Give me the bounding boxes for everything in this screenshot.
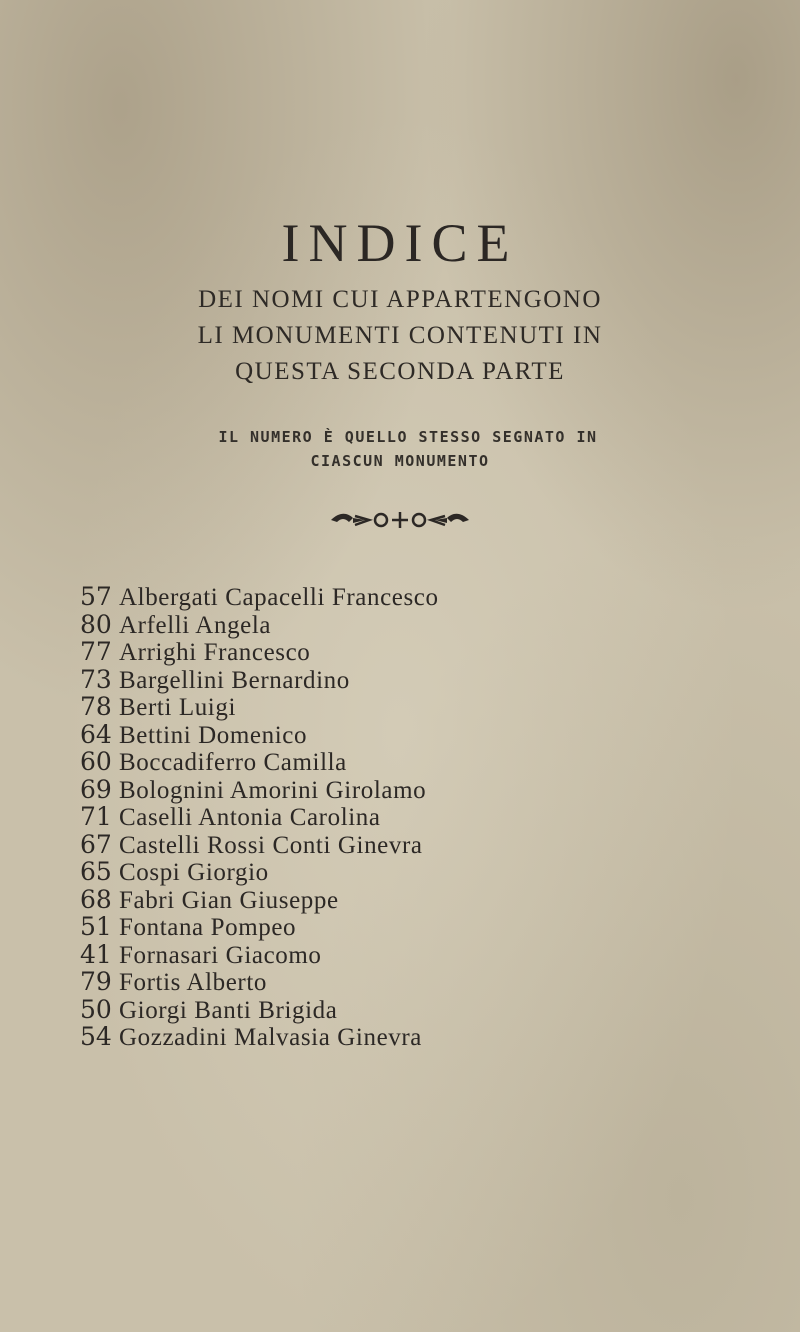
entry-number: 77 bbox=[80, 637, 112, 666]
entry-number: 41 bbox=[80, 939, 112, 969]
entry-number: 54 bbox=[80, 1022, 112, 1051]
entry-name: Berti Luigi bbox=[119, 694, 237, 721]
list-item bbox=[80, 913, 720, 941]
entry-name: Cospi Giorgio bbox=[119, 859, 269, 886]
list-item bbox=[80, 611, 720, 639]
entry-number: 57 bbox=[80, 582, 112, 611]
entry-name: Arrighi Francesco bbox=[119, 639, 311, 666]
list-item bbox=[80, 968, 720, 996]
list-item bbox=[80, 803, 720, 831]
entry-number: 68 bbox=[80, 884, 112, 914]
entry-number: 71 bbox=[80, 802, 112, 831]
decorative-ornament-icon bbox=[0, 508, 800, 536]
entry-number: 79 bbox=[80, 967, 112, 996]
entry-name: Arfelli Angela bbox=[119, 611, 272, 639]
entry-name: Bolognini Amorini Girolamo bbox=[119, 776, 427, 804]
list-item bbox=[80, 831, 720, 859]
list-item bbox=[80, 721, 720, 749]
page-title: INDICE bbox=[281, 213, 519, 273]
note-line-2: CIASCUN MONUMENTO bbox=[310, 452, 490, 470]
entry-name: Caselli Antonia Carolina bbox=[119, 804, 381, 831]
entry-number: 78 bbox=[80, 692, 112, 721]
entry-name: Bettini Domenico bbox=[119, 721, 308, 749]
entry-name: Gozzadini Malvasia Ginevra bbox=[119, 1024, 422, 1051]
list-item bbox=[80, 858, 720, 886]
entry-number: 50 bbox=[80, 994, 112, 1024]
entry-name: Bargellini Bernardino bbox=[119, 666, 350, 694]
entry-name: Fortis Alberto bbox=[119, 969, 267, 996]
entry-name: Boccadiferro Camilla bbox=[119, 749, 347, 776]
entry-number: 73 bbox=[80, 664, 112, 694]
entry-name: Giorgi Banti Brigida bbox=[119, 996, 338, 1024]
entry-name: Fontana Pompeo bbox=[119, 914, 297, 941]
entry-number: 51 bbox=[80, 912, 112, 941]
entry-name: Fabri Gian Giuseppe bbox=[119, 886, 339, 914]
entry-number: 67 bbox=[80, 829, 112, 859]
entry-name: Castelli Rossi Conti Ginevra bbox=[119, 831, 423, 859]
subtitle-line-1: DEI NOMI CUI APPARTENGONO bbox=[198, 286, 602, 313]
list-item bbox=[80, 886, 720, 914]
list-item bbox=[80, 638, 720, 666]
list-item bbox=[80, 1023, 720, 1051]
entry-number: 60 bbox=[80, 747, 112, 776]
list-item bbox=[80, 693, 720, 721]
index-list bbox=[80, 583, 720, 1051]
entry-number: 80 bbox=[80, 609, 112, 639]
list-item bbox=[80, 941, 720, 969]
list-item bbox=[80, 748, 720, 776]
note-line-1: IL NUMERO È QUELLO STESSO SEGNATO IN bbox=[218, 428, 598, 446]
list-item bbox=[80, 666, 720, 694]
list-item bbox=[80, 996, 720, 1024]
entry-name: Fornasari Giacomo bbox=[119, 941, 322, 969]
entry-name: Albergati Capacelli Francesco bbox=[119, 584, 439, 611]
subtitle-line-2: LI MONUMENTI CONTENUTI IN bbox=[197, 322, 603, 349]
entry-number: 64 bbox=[80, 719, 112, 749]
entry-number: 65 bbox=[80, 857, 112, 886]
list-item bbox=[80, 583, 720, 611]
list-item bbox=[80, 776, 720, 804]
entry-number: 69 bbox=[80, 774, 112, 804]
subtitle-line-3: QUESTA SECONDA PARTE bbox=[235, 358, 565, 385]
